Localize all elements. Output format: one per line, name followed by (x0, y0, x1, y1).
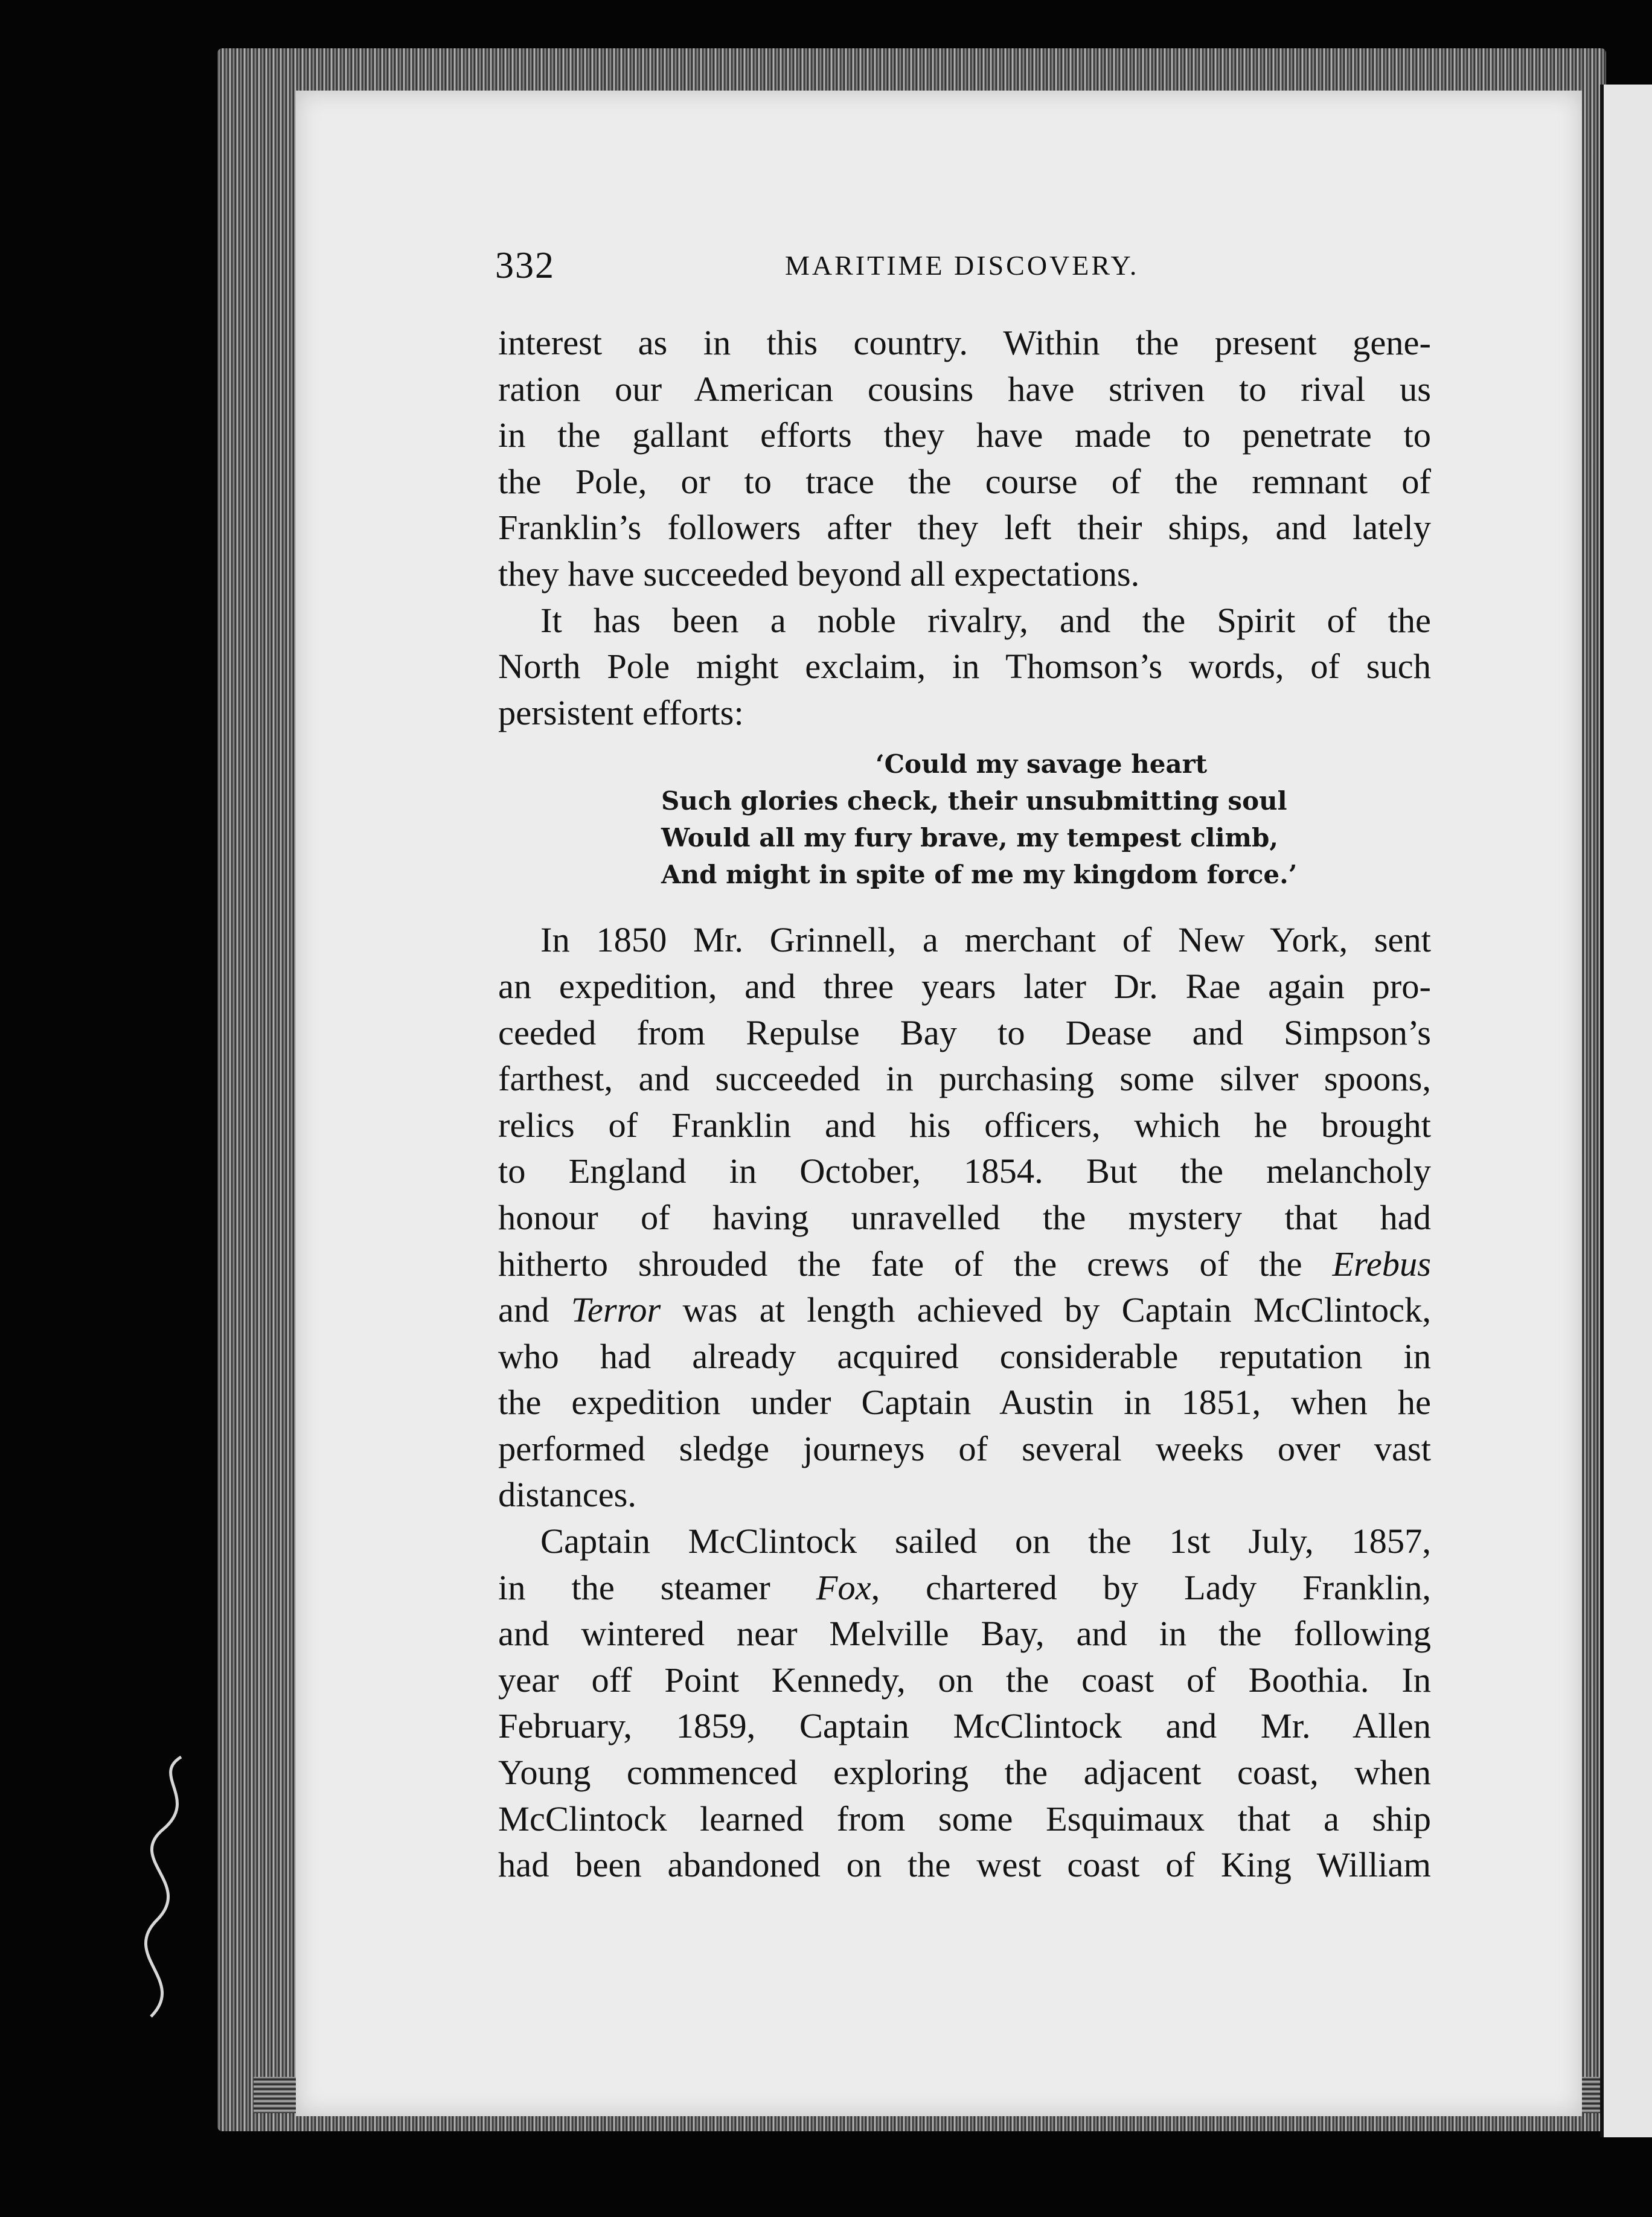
text-line: ration our American cousins have striven to rival us (498, 369, 1431, 409)
text-line (498, 1565, 1431, 1611)
text-segment: and (498, 1290, 549, 1330)
paper-scratch-mark (127, 1751, 211, 2053)
text-line: persistent efforts: (498, 693, 744, 732)
ship-name-terror: Terror (571, 1290, 661, 1330)
text-line: Captain McClintock sailed on the 1st July, 1857, (540, 1521, 1431, 1561)
text-line: farthest, and succeeded in purchasing some silver spoons, (498, 1059, 1431, 1099)
verse-line: And might in spite of me my kingdom force.’ (661, 860, 1298, 890)
text-segment: in the steamer (498, 1567, 770, 1607)
text-line: distances. (498, 1475, 637, 1515)
verse-line: Such glories check, their unsubmitting soul (661, 786, 1287, 816)
text-line: ceeded from Repulse Bay to Dease and Simpson’s (498, 1013, 1431, 1052)
body-text (498, 320, 1431, 1889)
text-line: year off Point Kennedy, on the coast of Boothia. In (498, 1660, 1431, 1700)
text-line: relics of Franklin and his officers, which he brought (498, 1105, 1431, 1145)
ship-name-erebus: Erebus (1332, 1244, 1432, 1284)
text-line: in the gallant efforts they have made to penetrate to (498, 415, 1431, 455)
text-line: performed sledge journeys of several weeks over vast (498, 1428, 1431, 1468)
text-line: the expedition under Captain Austin in 1851, when he (498, 1383, 1431, 1422)
text-segment: was at length achieved by Captain McClintock, (682, 1290, 1432, 1330)
text-line: to England in October, 1854. But the melancholy (498, 1151, 1431, 1191)
text-line: they have succeeded beyond all expectations. (498, 554, 1140, 593)
text-line: McClintock learned from some Esquimaux that a ship (498, 1799, 1431, 1838)
text-line: Young commenced exploring the adjacent coast, when (498, 1753, 1431, 1793)
text-line: February, 1859, Captain McClintock and Mr. Allen (498, 1706, 1431, 1746)
text-line (498, 1241, 1431, 1288)
running-head (495, 245, 1437, 293)
text-line: interest as in this country. Within the present gene- (498, 323, 1431, 362)
text-line: and wintered near Melville Bay, and in the following (498, 1614, 1431, 1654)
page-number: 332 (495, 245, 555, 286)
ship-name-fox: Fox (816, 1567, 871, 1607)
verse-line: Would all my fury brave, my tempest climb, (661, 823, 1278, 853)
text-line: who had already acquired considerable reputation in (498, 1336, 1431, 1376)
text-line: an expedition, and three years later Dr. Rae again pro- (498, 966, 1431, 1006)
verse-quotation (498, 746, 1431, 893)
text-line: honour of having unravelled the mystery that had (498, 1197, 1431, 1237)
facing-page-edge (1600, 85, 1652, 2137)
text-segment: , chartered by Lady Franklin, (871, 1567, 1432, 1607)
text-line (498, 1287, 1431, 1334)
text-line: Franklin’s followers after they left their ships, and lately (498, 508, 1431, 548)
text-line: had been abandoned on the west coast of King William (498, 1845, 1431, 1885)
verse-line: ‘Could my savage heart (876, 749, 1208, 779)
text-segment: hitherto shrouded the fate of the crews of the (498, 1244, 1302, 1284)
running-title: MARITIME DISCOVERY. (785, 250, 1139, 281)
text-line: In 1850 Mr. Grinnell, a merchant of New York, sent (540, 920, 1431, 960)
text-line: North Pole might exclaim, in Thomson’s words, of such (498, 647, 1431, 686)
text-line: It has been a noble rivalry, and the Spirit of the (540, 600, 1431, 640)
text-line: the Pole, or to trace the course of the remnant of (498, 461, 1431, 501)
